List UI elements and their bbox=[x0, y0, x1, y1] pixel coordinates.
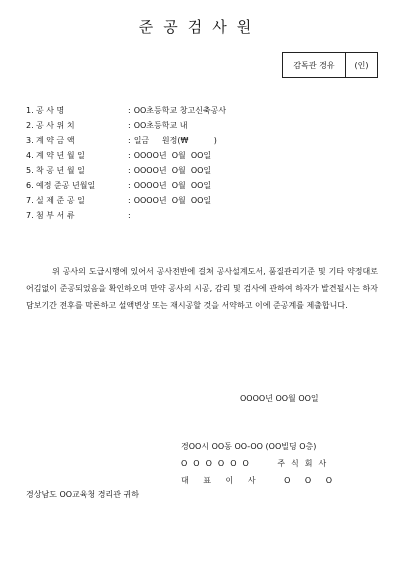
supervisor-label: 감독관 경유 bbox=[283, 53, 346, 77]
representative-line bbox=[181, 475, 338, 486]
field-label: 예정 준공 년월일 bbox=[36, 181, 96, 190]
representative-name: O O O bbox=[284, 476, 339, 485]
field-value: OOOO년 O월 OO일 bbox=[133, 196, 212, 205]
company-name: OOOOOO bbox=[181, 459, 255, 468]
field-number: 6. bbox=[26, 181, 34, 190]
field-label: 계 약 금 액 bbox=[36, 136, 75, 145]
field-value: 일금 원정(₩ ) bbox=[133, 136, 217, 145]
company-address: 경OO시 OO동 OO-OO (OO빌딩 O층) bbox=[181, 442, 317, 451]
field-number: 5. bbox=[26, 166, 34, 175]
field-value-wrap: : bbox=[128, 211, 131, 220]
field-value-wrap: : OO초등학교 창고신축공사 bbox=[128, 106, 227, 115]
page-title: 준공검사원 bbox=[138, 18, 262, 36]
company-name-line bbox=[181, 458, 332, 469]
field-number: 2. bbox=[26, 121, 34, 130]
field-label: 공 사 위 치 bbox=[36, 121, 75, 130]
field-number: 7. bbox=[26, 196, 34, 205]
field-value: OO초등학교 창고신축공사 bbox=[133, 106, 227, 115]
representative-title: 대 표 이 사 bbox=[181, 476, 262, 485]
field-value: OOOO년 O월 OO일 bbox=[133, 166, 212, 175]
field-label: 공 사 명 bbox=[36, 106, 65, 115]
field-label: 실 제 준 공 일 bbox=[36, 196, 85, 205]
field-value: OO초등학교 내 bbox=[133, 121, 188, 130]
field-number: 1. bbox=[26, 106, 34, 115]
field-value-wrap: : OOOO년 O월 OO일 bbox=[128, 151, 212, 160]
field-value: OOOO년 O월 OO일 bbox=[133, 151, 212, 160]
field-label: 착 공 년 월 일 bbox=[36, 166, 85, 175]
addressee: 경상남도 OO교육청 경리관 귀하 bbox=[26, 490, 139, 499]
field-value-wrap: : 일금 원정(₩ ) bbox=[128, 136, 217, 145]
field-value-wrap: : OOOO년 O월 OO일 bbox=[128, 196, 212, 205]
field-value: OOOO년 O월 OO일 bbox=[133, 181, 212, 190]
field-value-wrap: : OOOO년 O월 OO일 bbox=[128, 166, 212, 175]
submission-date: OOOO년 OO월 OO일 bbox=[240, 394, 319, 403]
company-suffix: 주식회사 bbox=[277, 459, 333, 468]
field-number: 7. bbox=[26, 211, 34, 220]
field-value-wrap: : OOOO년 O월 OO일 bbox=[128, 181, 212, 190]
field-label: 첨 부 서 류 bbox=[36, 211, 75, 220]
field-value-wrap: : OO초등학교 내 bbox=[128, 121, 188, 130]
field-number: 3. bbox=[26, 136, 34, 145]
approval-stamp-box bbox=[282, 52, 378, 78]
seal-label: (인) bbox=[354, 60, 369, 70]
field-number: 4. bbox=[26, 151, 34, 160]
declaration-paragraph bbox=[26, 263, 378, 314]
declaration-text: 위 공사의 도급시행에 있어서 공사전반에 걸쳐 공사설계도서, 품질관리기준 및 기타 약정대로 어김없이 준공되었음을 확인하오며 만약 공사의 시공, 감리 및 검사에 관하여 하자가 발견될시는 하자담보기간 전후를 막론하고 설액변상 또는 재시공할 것을 서약하고 이에 준공계를 제출합니다. bbox=[26, 267, 378, 310]
field-label: 계 약 년 월 일 bbox=[36, 151, 85, 160]
